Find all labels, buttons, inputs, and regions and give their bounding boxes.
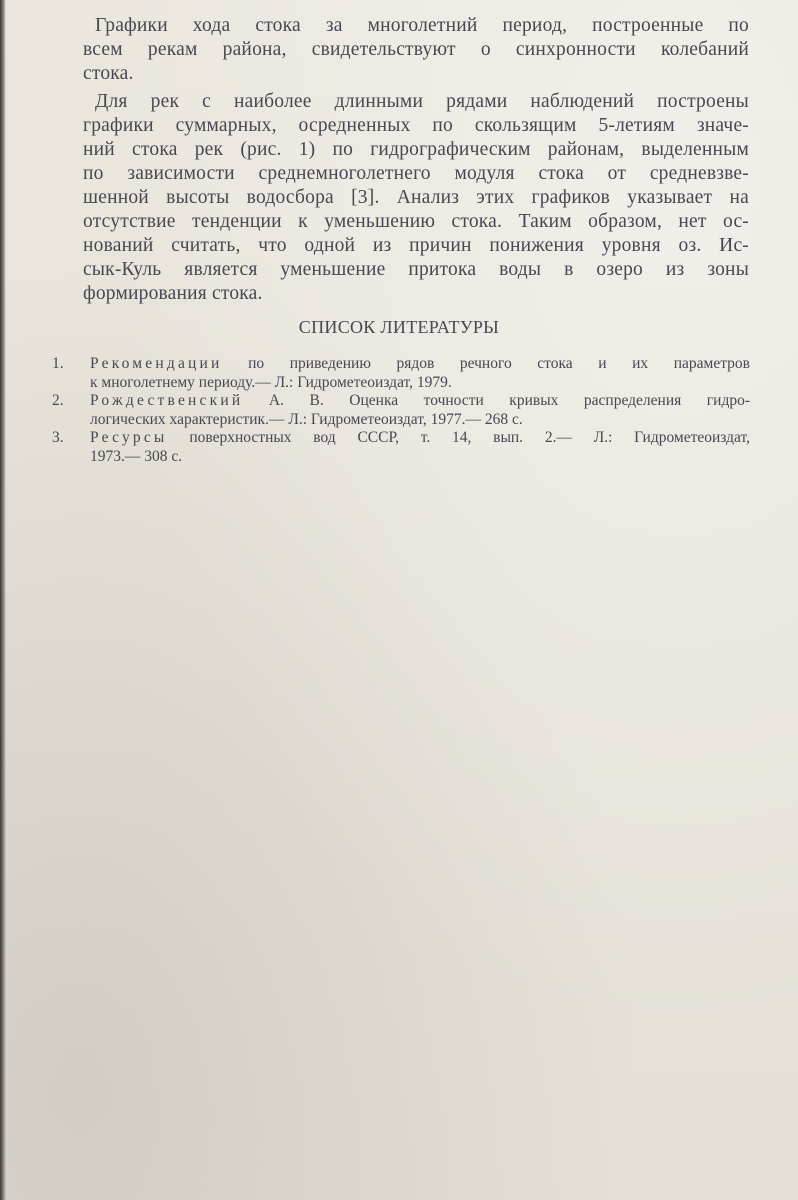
reference-author: Рождественский [90, 392, 244, 409]
reference-text: по приведению рядов речного стока и их параметров [248, 355, 750, 372]
text-line: графики суммарных, осредненных по скользящим 5-летиям значе- [83, 115, 749, 136]
body-text [83, 14, 749, 306]
reference-text: логических характеристик.— Л.: Гидрометеоиздат, 1977.— 268 с. [90, 410, 523, 428]
reference-text: к многолетнему периоду.— Л.: Гидрометеоиздат, 1979. [90, 373, 452, 391]
reference-item [52, 429, 750, 466]
text-line: нований считать, что одной из причин понижения уровня оз. Ис- [83, 235, 749, 256]
reference-text: поверхностных вод СССР, т. 14, вып. 2.— Л.: Гидрометеоиздат, [189, 429, 750, 446]
text-line: формирования стока. [83, 283, 263, 304]
text-line: по зависимости среднемноголетнего модуля стока от средневзве- [83, 163, 749, 184]
reference-number: 3. [52, 429, 64, 446]
text-line: Для рек с наиболее длинными рядами наблюдений построены [95, 91, 749, 112]
reference-item [52, 392, 750, 429]
paragraph [83, 14, 749, 86]
paragraph [83, 90, 749, 306]
text-line: Графики хода стока за многолетний период, построенные по [95, 15, 749, 36]
reference-text: А. В. Оценка точности кривых распределения гидро- [268, 392, 750, 409]
reference-text: 1973.— 308 с. [90, 447, 183, 465]
text-line: всем рекам района, свидетельствуют о синхронности колебаний [83, 39, 749, 60]
text-line: сык-Куль является уменьшение притока воды в озеро из зоны [83, 259, 749, 280]
text-line: стока. [83, 63, 134, 84]
references-list [52, 355, 750, 466]
reference-number: 1. [52, 355, 64, 372]
reference-author: Рекомендации [90, 355, 223, 372]
text-line: ний стока рек (рис. 1) по гидрографическим районам, выделенным [83, 139, 749, 160]
reference-author: Ресурсы [90, 429, 168, 446]
reference-item [52, 355, 750, 392]
page-edge-shadow [0, 0, 6, 1200]
reference-number: 2. [52, 392, 64, 409]
text-line: отсутствие тенденции к уменьшению стока. Таким образом, нет ос- [83, 211, 749, 232]
text-line: шенной высоты водосбора [3]. Анализ этих графиков указывает на [83, 187, 749, 208]
references-heading: СПИСОК ЛИТЕРАТУРЫ [298, 317, 500, 337]
